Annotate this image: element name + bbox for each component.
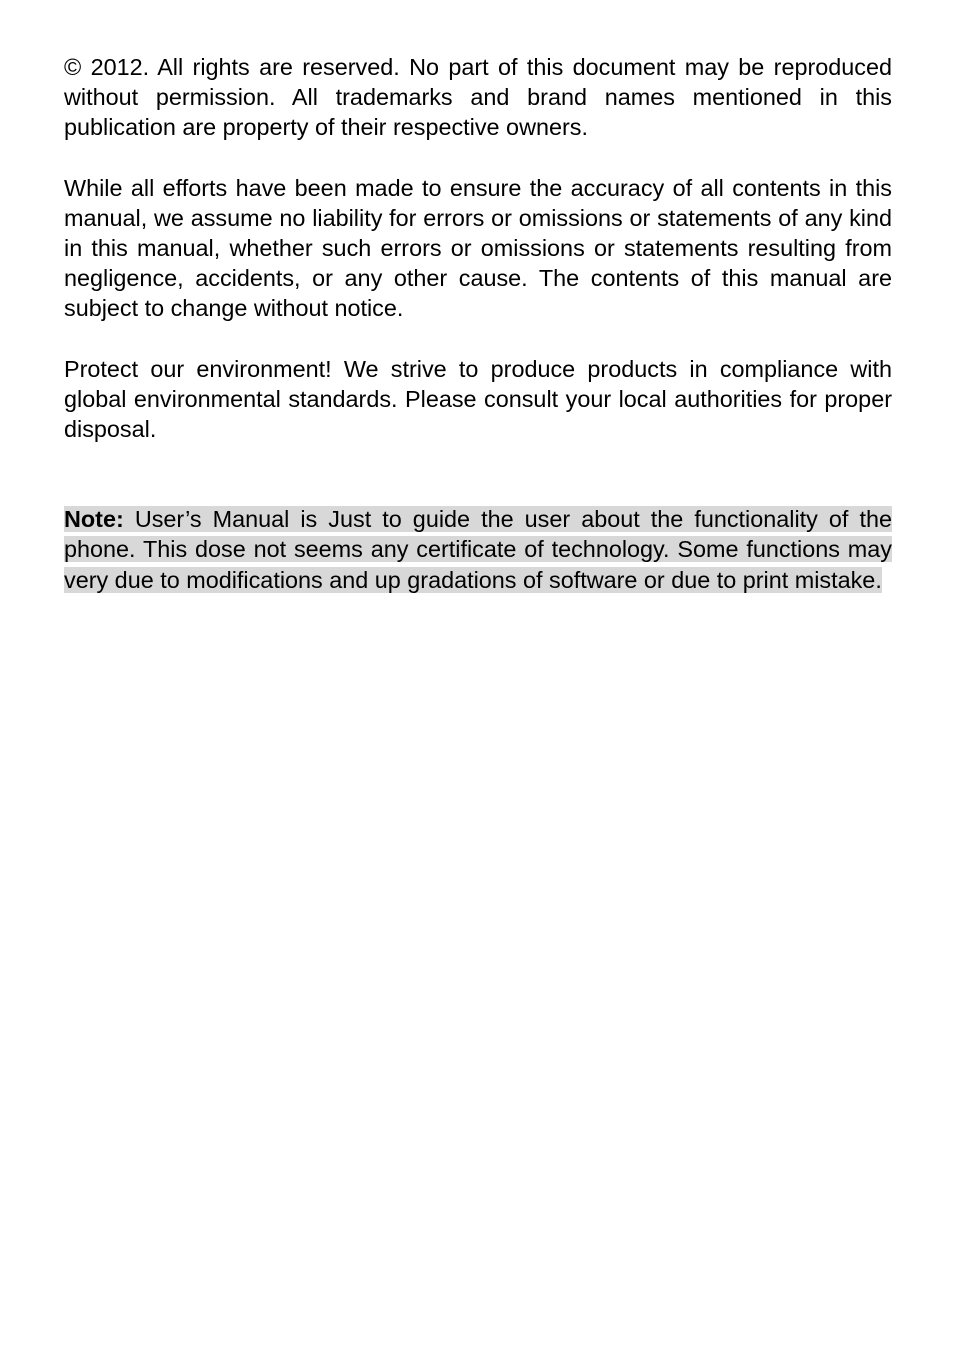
note-highlight bbox=[64, 506, 892, 592]
note-block bbox=[64, 504, 892, 595]
note-label: Note: bbox=[64, 506, 124, 533]
document-page bbox=[64, 52, 892, 595]
copyright-paragraph: © 2012. All rights are reserved. No part of this document may be reproduced without permission. All trademarks and brand names mentioned in this publication are property of their respective owners. bbox=[64, 54, 892, 141]
note-body: User’s Manual is Just to guide the user about the functionality of the phone. This dose not seems any certificate of technology. Some functions may very due to modifications and up gradations of software or due to print mistake. bbox=[64, 506, 892, 593]
note-paragraph bbox=[64, 504, 892, 595]
liability-disclaimer-paragraph: While all efforts have been made to ensure the accuracy of all contents in this manual, we assume no liability for errors or omissions or statements of any kind in this manual, whether such errors or omissions or statements resulting from negligence, accidents, or any other cause. The contents of this manual are subject to change without notice. bbox=[64, 174, 892, 322]
environment-paragraph: Protect our environment! We strive to produce products in compliance with global environmental standards. Please consult your local authorities for proper disposal. bbox=[64, 355, 892, 443]
